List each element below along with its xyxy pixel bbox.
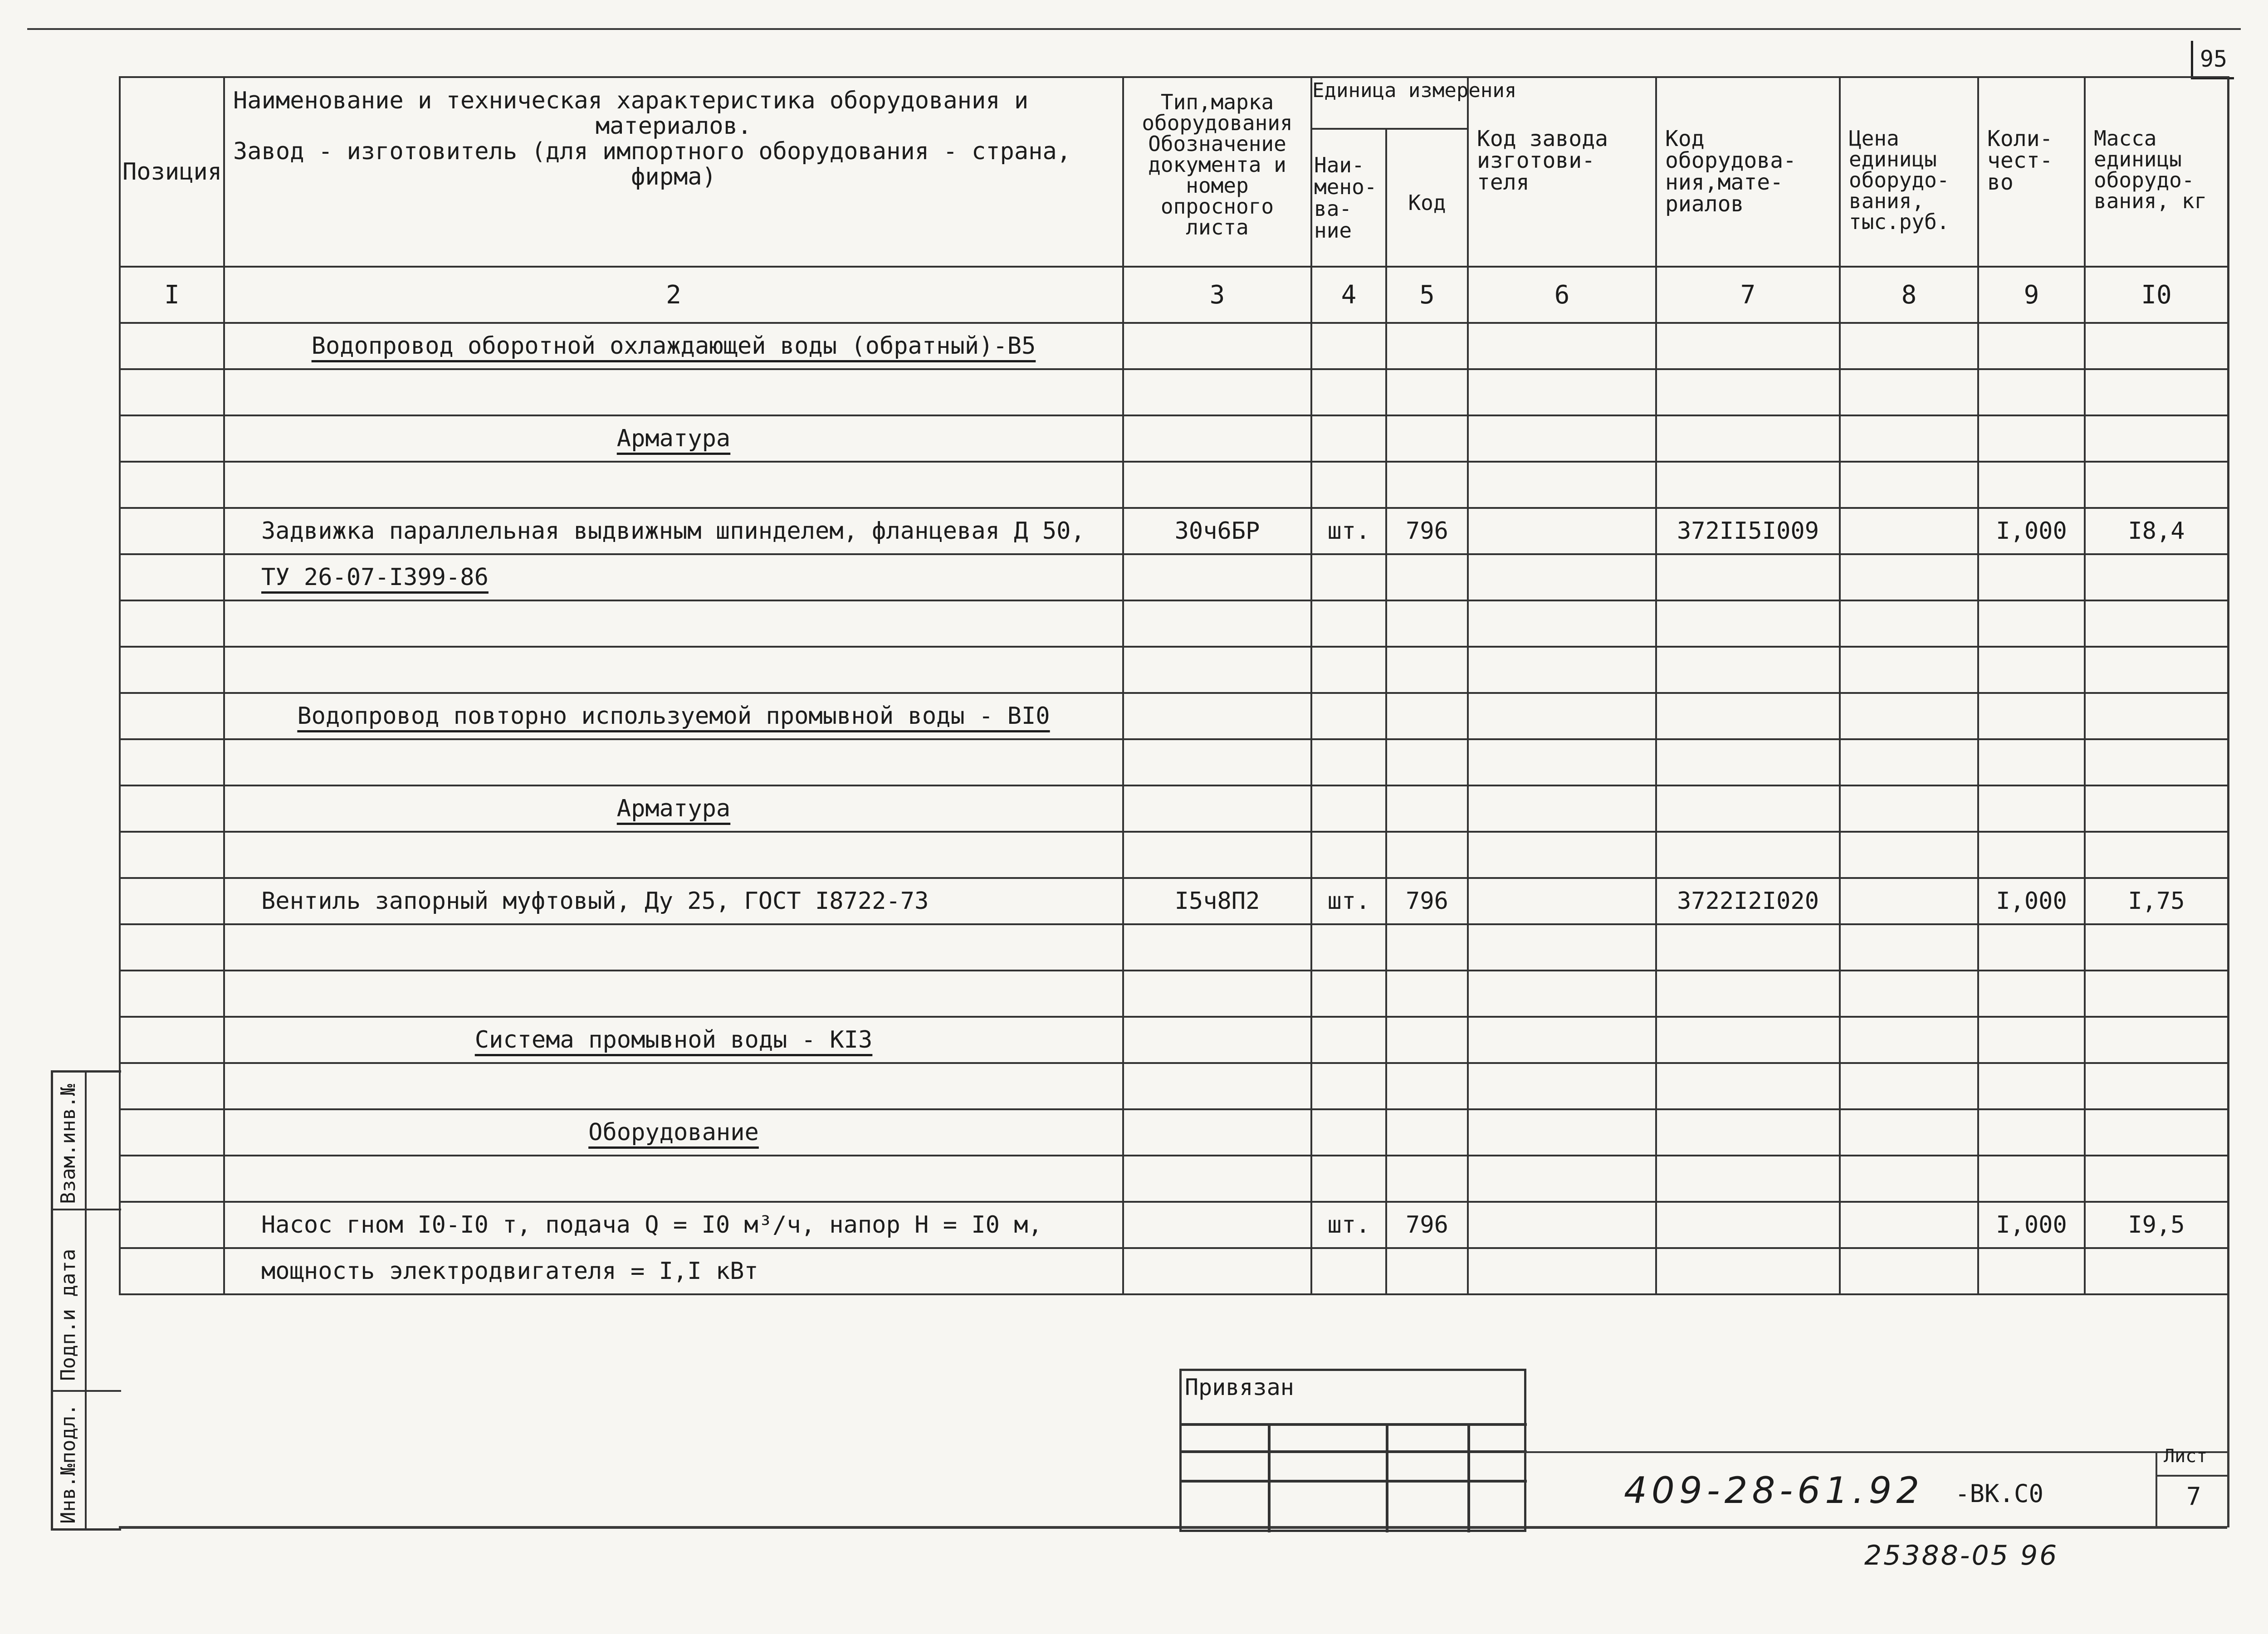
blank-row <box>120 1063 2228 1109</box>
bottom-border-line <box>119 1526 2227 1529</box>
blank-row <box>120 600 2228 647</box>
cell-position <box>120 1156 224 1202</box>
cell-code <box>1656 1248 1840 1294</box>
cell-unit <box>1311 1063 1386 1109</box>
sheet-box-divider <box>2156 1451 2157 1527</box>
cell-mass <box>2085 924 2228 971</box>
header-name-line3: Завод - изготовитель (для импортного оборудования - страна, <box>233 138 1071 165</box>
blank-row <box>120 647 2228 693</box>
header-name <box>224 77 1123 267</box>
cell-factory-code <box>1468 832 1656 878</box>
cell-position <box>120 1063 224 1109</box>
cell-text: Насос гном I0-I0 т, подача Q = I0 м³/ч, напор H = I0 м, <box>224 1202 1123 1248</box>
cell-unit <box>1311 1017 1386 1063</box>
col-num-6: 6 <box>1468 267 1656 323</box>
cell-factory-code <box>1468 1109 1656 1156</box>
cell-position <box>120 1202 224 1248</box>
cell-unit-code <box>1386 832 1468 878</box>
cell-factory-code <box>1468 462 1656 508</box>
cell-code <box>1656 832 1840 878</box>
cell-text: Система промывной воды - КI3 <box>224 1017 1123 1063</box>
cell-factory-code <box>1468 554 1656 600</box>
col-num-3: 3 <box>1123 267 1311 323</box>
cell-code <box>1656 647 1840 693</box>
header-position: Позиция <box>120 77 224 267</box>
cell-factory-code <box>1468 739 1656 785</box>
cell-mass <box>2085 832 2228 878</box>
cell-unit-code <box>1386 1248 1468 1294</box>
cell-factory-code <box>1468 1063 1656 1109</box>
header-name-line2: материалов. <box>595 112 752 140</box>
cell-code <box>1656 924 1840 971</box>
header-type: Тип,марка оборудования Обозначение документа и номер опросного листа <box>1123 77 1311 267</box>
cell-position <box>120 1017 224 1063</box>
cell-code: 372II5I009 <box>1656 508 1840 554</box>
cell-unit <box>1311 647 1386 693</box>
cell-type <box>1123 739 1311 785</box>
cell-unit-code <box>1386 369 1468 415</box>
cell-position <box>120 1109 224 1156</box>
document-suffix: -ВК.С0 <box>1955 1479 2044 1508</box>
cell-position <box>120 971 224 1017</box>
section-heading-row <box>120 1017 2228 1063</box>
cell-mass <box>2085 647 2228 693</box>
cell-text <box>224 1156 1123 1202</box>
cell-unit <box>1311 600 1386 647</box>
cell-text <box>224 647 1123 693</box>
cell-qty <box>1978 1156 2085 1202</box>
cell-qty <box>1978 554 2085 600</box>
cell-type <box>1123 554 1311 600</box>
cell-mass <box>2085 971 2228 1017</box>
cell-position <box>120 600 224 647</box>
cell-factory-code <box>1468 924 1656 971</box>
cell-price <box>1840 647 1978 693</box>
table-row <box>120 508 2228 554</box>
cell-factory-code <box>1468 971 1656 1017</box>
cell-code: 3722I2I020 <box>1656 878 1840 924</box>
cell-text <box>224 971 1123 1017</box>
col-num-1: I <box>120 267 224 323</box>
sheet-box-hline <box>2156 1475 2227 1477</box>
cell-text: Водопровод оборотной охлаждающей воды (обратный)-В5 <box>224 323 1123 369</box>
cell-unit: шт. <box>1311 1202 1386 1248</box>
cell-text: ТУ 26-07-I399-86 <box>224 554 1123 600</box>
page-number: 95 <box>2191 41 2234 79</box>
cell-mass <box>2085 462 2228 508</box>
cell-factory-code <box>1468 369 1656 415</box>
table-row <box>120 1248 2228 1294</box>
strip-swap-inv: Взам.инв.№ <box>57 1084 80 1204</box>
stamp-divider-2 <box>1182 1450 1527 1453</box>
cell-type <box>1123 415 1311 462</box>
cell-text: Арматура <box>224 785 1123 832</box>
cell-type <box>1123 832 1311 878</box>
cell-factory-code <box>1468 1248 1656 1294</box>
cell-unit <box>1311 462 1386 508</box>
cell-type: I5ч8П2 <box>1123 878 1311 924</box>
cell-mass <box>2085 554 2228 600</box>
document-code: 409-28-61.92 <box>1624 1469 1924 1512</box>
stamp-divider-1 <box>1182 1423 1527 1426</box>
cell-price <box>1840 1248 1978 1294</box>
col-num-2: 2 <box>224 267 1123 323</box>
cell-position <box>120 554 224 600</box>
cell-unit-code: 796 <box>1386 878 1468 924</box>
cell-mass <box>2085 785 2228 832</box>
cell-unit-code <box>1386 693 1468 739</box>
col-num-4: 4 <box>1311 267 1386 323</box>
cell-qty <box>1978 1017 2085 1063</box>
cell-factory-code <box>1468 785 1656 832</box>
cell-text <box>224 1063 1123 1109</box>
col-num-10: I0 <box>2085 267 2228 323</box>
cell-price <box>1840 462 1978 508</box>
cell-unit <box>1311 739 1386 785</box>
cell-price <box>1840 554 1978 600</box>
cell-unit-code: 796 <box>1386 508 1468 554</box>
cell-mass <box>2085 1017 2228 1063</box>
cell-position <box>120 878 224 924</box>
cell-code <box>1656 785 1840 832</box>
cell-unit <box>1311 369 1386 415</box>
cell-price <box>1840 924 1978 971</box>
cell-qty <box>1978 1063 2085 1109</box>
cell-unit-code <box>1386 739 1468 785</box>
cell-unit <box>1311 415 1386 462</box>
table-row <box>120 1202 2228 1248</box>
cell-mass: I,75 <box>2085 878 2228 924</box>
cell-position <box>120 832 224 878</box>
cell-unit <box>1311 924 1386 971</box>
cell-unit-code <box>1386 554 1468 600</box>
left-binding-strip <box>51 1070 121 1531</box>
section-heading-row <box>120 1109 2228 1156</box>
cell-factory-code <box>1468 693 1656 739</box>
header-mass: Масса единицы оборудо-вания, кг <box>2085 77 2228 267</box>
cell-text <box>224 600 1123 647</box>
cell-mass <box>2085 369 2228 415</box>
section-heading-row <box>120 415 2228 462</box>
cell-position <box>120 462 224 508</box>
cell-unit-code <box>1386 971 1468 1017</box>
cell-qty <box>1978 1248 2085 1294</box>
cell-factory-code <box>1468 1202 1656 1248</box>
table-row <box>120 878 2228 924</box>
header-price: Цена единицы оборудо-вания, тыс.руб. <box>1840 77 1978 267</box>
cell-type <box>1123 1156 1311 1202</box>
cell-unit <box>1311 971 1386 1017</box>
cell-unit-code <box>1386 600 1468 647</box>
cell-unit-code <box>1386 1017 1468 1063</box>
cell-unit <box>1311 323 1386 369</box>
blank-row <box>120 462 2228 508</box>
cell-code <box>1656 600 1840 647</box>
cell-code <box>1656 415 1840 462</box>
section-heading-row <box>120 785 2228 832</box>
blank-row <box>120 1156 2228 1202</box>
cell-qty: I,000 <box>1978 878 2085 924</box>
cell-unit: шт. <box>1311 508 1386 554</box>
cell-text: мощность электродвигателя = I,I кВт <box>224 1248 1123 1294</box>
cell-price <box>1840 600 1978 647</box>
cell-qty: I,000 <box>1978 1202 2085 1248</box>
cell-mass <box>2085 1109 2228 1156</box>
cell-unit-code <box>1386 323 1468 369</box>
cell-qty <box>1978 739 2085 785</box>
cell-mass: I9,5 <box>2085 1202 2228 1248</box>
cell-unit-code <box>1386 1109 1468 1156</box>
col-num-5: 5 <box>1386 267 1468 323</box>
cell-price <box>1840 1156 1978 1202</box>
cell-qty <box>1978 462 2085 508</box>
cell-price <box>1840 415 1978 462</box>
cell-factory-code <box>1468 508 1656 554</box>
col-num-9: 9 <box>1978 267 2085 323</box>
cell-qty <box>1978 369 2085 415</box>
cell-code <box>1656 1109 1840 1156</box>
sheet-number: 7 <box>2186 1482 2201 1511</box>
stamp-divider-3 <box>1182 1480 1527 1483</box>
cell-type <box>1123 323 1311 369</box>
cell-price <box>1840 323 1978 369</box>
col-num-8: 8 <box>1840 267 1978 323</box>
cell-text: Водопровод повторно используемой промывной воды - BI0 <box>224 693 1123 739</box>
cell-position <box>120 369 224 415</box>
sheet-label: Лист <box>2164 1446 2208 1467</box>
stamp-col-2 <box>1386 1423 1388 1532</box>
column-number-row <box>120 267 2228 323</box>
cell-type <box>1123 785 1311 832</box>
cell-type <box>1123 647 1311 693</box>
cell-unit <box>1311 785 1386 832</box>
cell-unit <box>1311 1109 1386 1156</box>
cell-factory-code <box>1468 600 1656 647</box>
header-factory-code: Код завода изготови-теля <box>1468 77 1656 267</box>
header-row <box>120 77 2228 129</box>
cell-factory-code <box>1468 1017 1656 1063</box>
cell-text: Арматура <box>224 415 1123 462</box>
blank-row <box>120 739 2228 785</box>
cell-price <box>1840 369 1978 415</box>
cell-qty <box>1978 832 2085 878</box>
header-equipment-code: Код оборудова-ния,мате-риалов <box>1656 77 1840 267</box>
table-row <box>120 554 2228 600</box>
cell-unit-code <box>1386 1156 1468 1202</box>
header-name-line4: фирма) <box>631 163 716 190</box>
cell-mass: I8,4 <box>2085 508 2228 554</box>
cell-position <box>120 647 224 693</box>
cell-unit-code <box>1386 462 1468 508</box>
header-quantity: Коли-чест-во <box>1978 77 2085 267</box>
header-name-line1: Наименование и техническая характеристика оборудования и <box>233 87 1029 114</box>
cell-unit <box>1311 693 1386 739</box>
cell-qty <box>1978 323 2085 369</box>
cell-price <box>1840 878 1978 924</box>
cell-qty <box>1978 785 2085 832</box>
cell-type <box>1123 462 1311 508</box>
cell-code <box>1656 1063 1840 1109</box>
cell-text <box>224 739 1123 785</box>
cell-position <box>120 785 224 832</box>
strip-orig-inv: Инв.№подл. <box>57 1404 80 1524</box>
cell-text: Вентиль запорный муфтовый, Ду 25, ГОСТ I8722-73 <box>224 878 1123 924</box>
stamp-top-line <box>1522 1451 2227 1453</box>
cell-code <box>1656 1017 1840 1063</box>
strip-sign-date: Подп.и дата <box>57 1249 80 1381</box>
cell-price <box>1840 785 1978 832</box>
header-unit-name: Наи-мено-ва-ние <box>1311 129 1386 267</box>
bound-label: Привязан <box>1185 1374 1294 1400</box>
cell-type: 30ч6БР <box>1123 508 1311 554</box>
cell-unit <box>1311 1248 1386 1294</box>
cell-factory-code <box>1468 323 1656 369</box>
cell-price <box>1840 739 1978 785</box>
cell-mass <box>2085 323 2228 369</box>
archive-number: 25388-05 96 <box>1864 1540 2059 1571</box>
cell-qty <box>1978 693 2085 739</box>
cell-price <box>1840 693 1978 739</box>
cell-price <box>1840 832 1978 878</box>
cell-position <box>120 323 224 369</box>
cell-mass <box>2085 600 2228 647</box>
cell-mass <box>2085 693 2228 739</box>
cell-mass <box>2085 415 2228 462</box>
cell-unit-code: 796 <box>1386 1202 1468 1248</box>
header-unit-code: Код <box>1386 129 1468 267</box>
cell-code <box>1656 323 1840 369</box>
blank-row <box>120 971 2228 1017</box>
cell-qty <box>1978 415 2085 462</box>
cell-unit-code <box>1386 924 1468 971</box>
cell-type <box>1123 693 1311 739</box>
header-unit-group: Единица измерения <box>1311 77 1468 129</box>
cell-code <box>1656 1202 1840 1248</box>
section-heading-row <box>120 693 2228 739</box>
cell-qty <box>1978 971 2085 1017</box>
cell-type <box>1123 600 1311 647</box>
cell-mass <box>2085 1156 2228 1202</box>
cell-factory-code <box>1468 1156 1656 1202</box>
cell-position <box>120 415 224 462</box>
cell-price <box>1840 1063 1978 1109</box>
cell-unit <box>1311 554 1386 600</box>
blank-row <box>120 369 2228 415</box>
cell-qty <box>1978 647 2085 693</box>
cell-code <box>1656 554 1840 600</box>
cell-position <box>120 693 224 739</box>
cell-price <box>1840 1109 1978 1156</box>
cell-code <box>1656 971 1840 1017</box>
cell-qty <box>1978 1109 2085 1156</box>
cell-position <box>120 739 224 785</box>
cell-mass <box>2085 1063 2228 1109</box>
cell-position <box>120 1248 224 1294</box>
stamp-col-1 <box>1268 1423 1271 1532</box>
cell-mass <box>2085 1248 2228 1294</box>
cell-code <box>1656 462 1840 508</box>
cell-unit <box>1311 832 1386 878</box>
cell-text <box>224 462 1123 508</box>
cell-qty <box>1978 600 2085 647</box>
cell-price <box>1840 1202 1978 1248</box>
cell-text: Оборудование <box>224 1109 1123 1156</box>
cell-text <box>224 832 1123 878</box>
cell-code <box>1656 1156 1840 1202</box>
blank-row <box>120 832 2228 878</box>
cell-type <box>1123 1017 1311 1063</box>
cell-unit-code <box>1386 415 1468 462</box>
cell-unit-code <box>1386 647 1468 693</box>
cell-unit-code <box>1386 785 1468 832</box>
top-border-line <box>27 28 2241 30</box>
cell-price <box>1840 1017 1978 1063</box>
cell-type <box>1123 1248 1311 1294</box>
cell-price <box>1840 971 1978 1017</box>
cell-unit-code <box>1386 1063 1468 1109</box>
cell-type <box>1123 924 1311 971</box>
cell-factory-code <box>1468 415 1656 462</box>
cell-price <box>1840 508 1978 554</box>
cell-text <box>224 924 1123 971</box>
section-heading-row <box>120 323 2228 369</box>
cell-mass <box>2085 739 2228 785</box>
cell-type <box>1123 971 1311 1017</box>
cell-type <box>1123 369 1311 415</box>
cell-position <box>120 924 224 971</box>
cell-factory-code <box>1468 647 1656 693</box>
col-num-7: 7 <box>1656 267 1840 323</box>
blank-row <box>120 924 2228 971</box>
cell-type <box>1123 1063 1311 1109</box>
cell-type <box>1123 1109 1311 1156</box>
specification-table <box>119 76 2229 1295</box>
cell-code <box>1656 369 1840 415</box>
cell-position <box>120 508 224 554</box>
cell-code <box>1656 693 1840 739</box>
cell-qty <box>1978 924 2085 971</box>
cell-factory-code <box>1468 878 1656 924</box>
cell-code <box>1656 739 1840 785</box>
cell-text <box>224 369 1123 415</box>
cell-text: Задвижка параллельная выдвижным шпинделем, фланцевая Д 50, <box>224 508 1123 554</box>
cell-type <box>1123 1202 1311 1248</box>
cell-unit <box>1311 1156 1386 1202</box>
cell-unit: шт. <box>1311 878 1386 924</box>
cell-qty: I,000 <box>1978 508 2085 554</box>
stamp-col-3 <box>1467 1423 1470 1532</box>
